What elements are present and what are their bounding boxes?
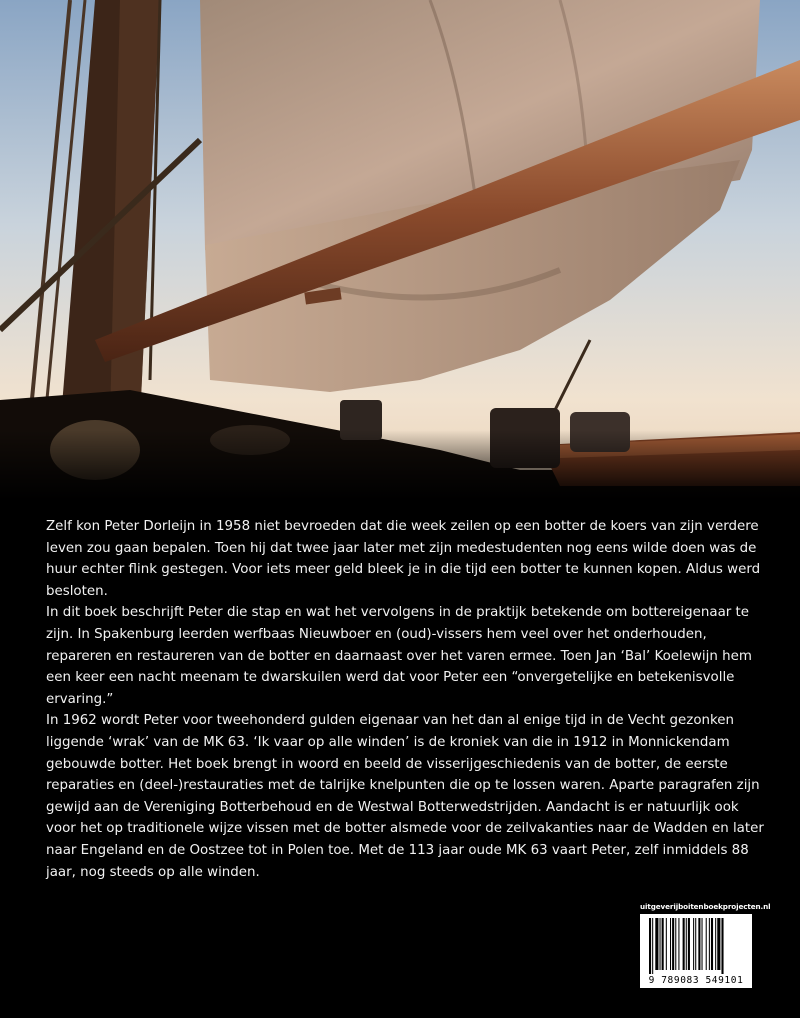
- isbn-digits: 9 789083 549101: [648, 975, 744, 986]
- cover-photo: [0, 0, 800, 500]
- blurb-paragraph: Zelf kon Peter Dorleijn in 1958 niet bevroeden dat die week zeilen op een botter de koers van zijn verdere leven zou gaan bepalen. Toen hij dat twee jaar later met zijn medestudenten nog eens wilde doen was de huur echter flink gestegen. Voor iets meer geld bleek je in die tijd een botter te kunnen kopen. Aldus werd besloten.: [46, 519, 761, 599]
- barcode-bars: [649, 918, 743, 974]
- back-cover-blurb: [46, 516, 766, 883]
- publisher-website: uitgeverijboitenboekprojecten.nl: [640, 902, 771, 911]
- blurb-paragraph: In dit boek beschrijft Peter die stap en wat het vervolgens in de praktijk betekende om bottereigenaar te zijn. In Spakenburg leerden werfbaas Nieuwboer en (oud)-vissers hem veel over het onderhouden, repareren en restaureren van de botter en daarnaast over het varen ermee. Toen Jan ‘Bal’ Koelewijn hem een keer een nacht meenam te dwarskuilen werd dat voor Peter een “onvergetelijke en betekenisvolle ervaring.”: [46, 605, 752, 707]
- blurb-paragraph: In 1962 wordt Peter voor tweehonderd gulden eigenaar van het dan al enige tijd in de Vecht gezonken liggende ‘wrak’ van de MK 63. ‘Ik vaar op alle winden’ is de kroniek van die in 1912 in Monnickendam gebouwde botter. Het boek brengt in woord en beeld de visserijgeschiedenis van de botter, de eerste reparaties en (deel-)restauraties met de talrijke knelpunten die op te lossen waren. Aparte paragrafen zijn gewijd aan de Vereniging Botterbehoud en de Westwal Botterwedstrijden. Aandacht is er natuurlijk ook voor het op traditionele wijze vissen met de botter alsmede voor de zeilvakanties naar de Wadden en later naar Engeland en de Oostzee tot in Polen toe. Met de 113 jaar oude MK 63 vaart Peter, zelf inmiddels 88 jaar, nog steeds op alle winden.: [46, 713, 764, 880]
- isbn-barcode: [640, 914, 752, 988]
